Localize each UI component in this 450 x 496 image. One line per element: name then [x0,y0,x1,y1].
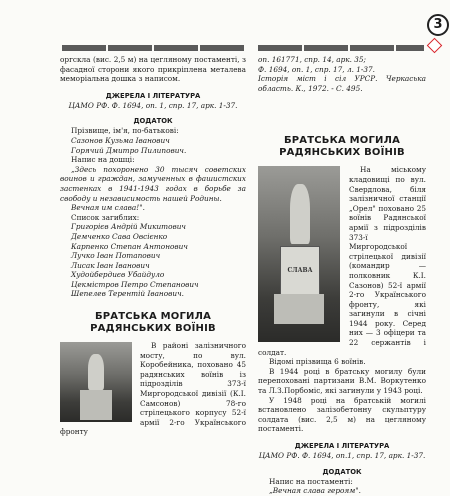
killed-name: Демченко Сава Овсієнко [71,231,168,241]
left-column [60,55,246,437]
statue [290,184,310,244]
reference-line: Історія міст і сіл УРСР. Черкаська область. К., 1972. - С. 495. [258,74,426,93]
killed-name: Григорієв Андрій Микитович [71,222,186,232]
body-paragraph: Відомі прізвища 6 воїнів. [269,357,366,367]
killed-name: Цекмістров Петро Степанович [71,279,199,289]
sources-heading: ДЖЕРЕЛА І ЛІТЕРАТУРА [294,442,390,450]
killed-name: Карпенко Степан Антонович [71,241,188,251]
pedestal [274,294,324,324]
killed-name: Лисак Іван Іванович [71,260,150,270]
header-rule-right [258,45,424,51]
diamond-icon [427,38,443,54]
names-intro: Прізвище, ім'я, по-батькові: [71,126,179,136]
body-paragraph: В 1944 році в братську могилу були перепоховані партизани В.М. Воркутенко та Л.З.Порбоміс, які загинули у 1943 році. [258,366,426,396]
sources-heading: ДЖЕРЕЛА І ЛІТЕРАТУРА [105,91,201,100]
statue [88,354,104,390]
body-paragraph: На міському кладовищі по вул. Свердлова, біля залізничної станції „Орел" поховано 25 воїнів Радянської армії з підрозділів 373-ї Миргородської стрілецької дивізії (командир — полковник К.І. Сазонов) 52-ї армії 2-го Українського фронту, які загинули в січні 1944 року. Серед них — 3 офіцери та 22 сержантів і солдат. [258,165,426,357]
header-rule-left [62,45,246,51]
inscription-end: Вечная им слава!". [71,203,145,213]
reference-line: Ф. 1694, оп. 1, спр. 17, л. 1-37. [258,64,375,74]
inscription-text: „Вечная слава героям". [269,486,361,496]
appendix-heading: ДОДАТОК [322,467,362,476]
list-label: Список загиблих: [71,212,140,222]
appendix-heading: ДОДАТОК [133,117,173,126]
inscription-label: Напис на постаменті: [269,476,353,486]
buried-name: Горячий Дмитро Пилипович. [71,145,187,155]
sources-text: ЦАМО РФ. Ф. 1694, оп. 1, спр. 17, арк. 1-37. [68,100,238,110]
section-title-line2: РАДЯНСЬКИХ ВОЇНІВ [279,147,405,159]
sources-text: ЦАМО РФ. Ф. 1694, оп.1, спр. 17, арк. 1-37. [258,451,426,460]
section-title-line2: РАДЯНСЬКИХ ВОЇНІВ [90,323,216,335]
body-paragraph: У 1948 році на братській могилі встановлено залізобетонну скульптуру солдата (вис. 2,5 м) на цегляному постаменті. [258,395,426,434]
article-paragraph: В районі залізничного мосту, по вул. Коробейника, поховано 45 радянських воїнів із підрозділів 373-ї Миргородської дивізії (К.І. Самсонов) 78-го стрілецького корпусу 52-ї армії 2-го Українського фронту [60,341,246,437]
page-number: 3 [427,14,449,36]
right-column [258,55,426,496]
killed-name: Лучко Іван Потапович [71,251,161,261]
pedestal [80,390,112,420]
memorial-photo [258,166,340,342]
section-title-line1: БРАТСЬКА МОГИЛА [283,135,401,147]
inscription-text: „Здесь похоронено 30 тысяч советских воинов и граждан, замученных в фашистских застенках в 1941-1943 годах в борьбе за свободу и независимость нашей Родины. [60,164,246,203]
intro-paragraph: оргскла (вис. 2,5 м) на цегляному постаменті, з фасадної сторони якого прикріплена металева меморіальна дошка з написом. [60,55,246,84]
buried-name: Сазонов Кузьма Іванович [71,135,170,145]
killed-name: Худойбердиєв Убайдуло [71,270,165,280]
memorial-photo [60,342,132,422]
section-title-line1: БРАТСЬКА МОГИЛА [94,311,212,323]
memorial-plaque: СЛАВА [280,246,320,296]
reference-line: оп. 161771, спр. 14, арк. 35; [258,55,367,64]
inscription-label: Напис на дошці: [71,155,135,165]
killed-name: Шепелев Терентій Іванович. [71,289,184,299]
